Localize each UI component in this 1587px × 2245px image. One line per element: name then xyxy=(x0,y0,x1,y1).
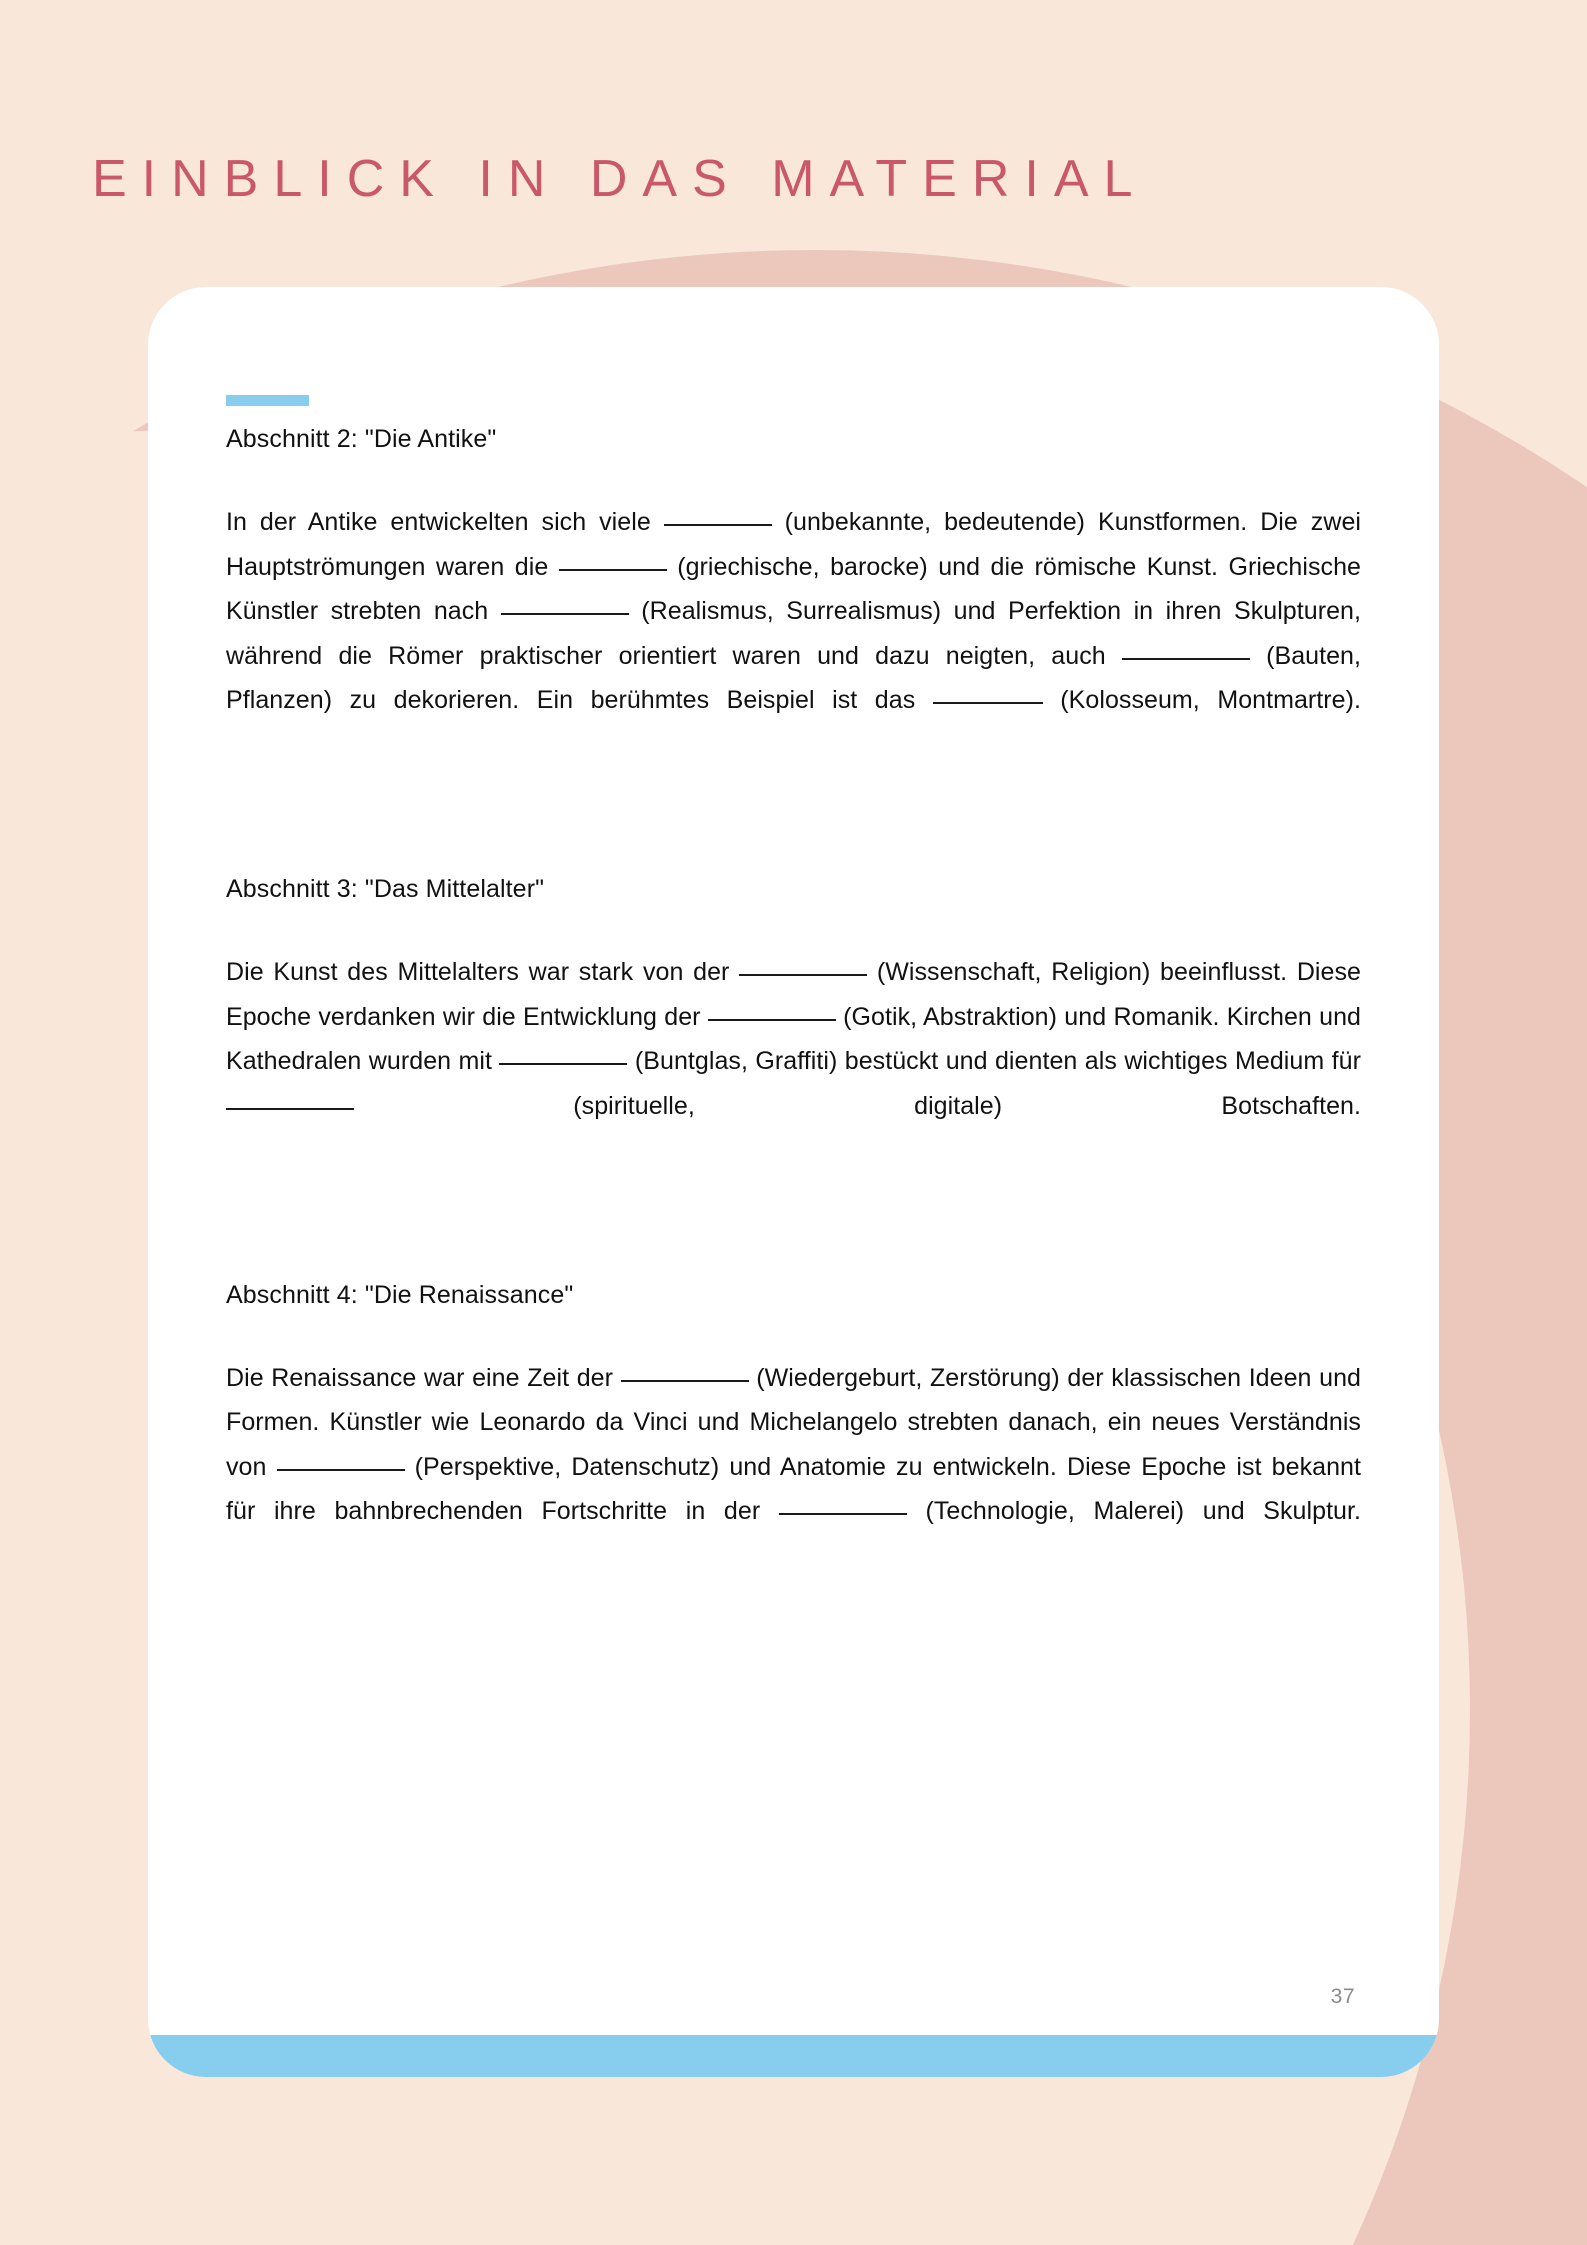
paragraph-text: (Wiedergeburt, Zerstörung) der klassischen Ideen und Formen. Künstler wie Leonardo da Vinci und Michelangelo strebten danach, ein neues Verständnis von xyxy=(226,1363,1362,1481)
fill-in-blank[interactable] xyxy=(779,1513,907,1515)
paragraph-text: (Buntglas, Graffiti) bestückt und dienten als wichtiges Medium für xyxy=(627,1047,1361,1075)
paragraph-text: (Kolosseum, Montmartre). xyxy=(1042,686,1361,714)
fill-in-blank[interactable] xyxy=(499,1063,627,1065)
section-heading: Abschnitt 4: "Die Renaissance" xyxy=(226,1280,574,1309)
section-paragraph xyxy=(226,1356,1361,1579)
section-heading: Abschnitt 3: "Das Mittelalter" xyxy=(226,875,545,903)
fill-in-blank[interactable] xyxy=(933,702,1043,704)
page-number: 37 xyxy=(1330,1985,1355,2008)
section-abschnitt-3 xyxy=(226,875,1361,1173)
fill-in-blank[interactable] xyxy=(1122,658,1250,660)
worksheet-card xyxy=(148,287,1439,2077)
section-abschnitt-4 xyxy=(226,1281,1361,1579)
fill-in-blank[interactable] xyxy=(226,1108,354,1110)
paragraph-text: (Wissenschaft, Religion) beeinflusst. Diese Epoche verdanken wir die Entwicklung der xyxy=(226,958,1361,1031)
paragraph-text: (griechische, barocke) und die römische Kunst. Griechische Künstler strebten nach xyxy=(226,552,1361,625)
accent-bar-icon xyxy=(226,395,309,406)
fill-in-blank[interactable] xyxy=(664,524,772,526)
paragraph-text: In der Antike entwickelten sich viele xyxy=(226,508,664,536)
fill-in-blank[interactable] xyxy=(277,1469,405,1471)
section-paragraph xyxy=(226,500,1361,767)
paragraph-text: (Realismus, Surrealismus) und Perfektion in ihren Skulpturen, während die Römer praktischer orientiert waren und dazu neigten, auch xyxy=(226,597,1361,670)
fill-in-blank[interactable] xyxy=(559,569,667,571)
fill-in-blank[interactable] xyxy=(708,1019,836,1021)
paragraph-text: (unbekannte, bedeutende) Kunstformen. Die zwei Hauptströmungen waren die xyxy=(226,508,1361,581)
footer-bar xyxy=(148,2035,1439,2077)
paragraph-text: (Bauten, Pflanzen) zu dekorieren. Ein berühmtes Beispiel ist das xyxy=(226,641,1362,714)
paragraph-text: (Technologie, Malerei) und Skulptur. xyxy=(906,1497,1362,1525)
section-paragraph xyxy=(226,950,1361,1173)
section-abschnitt-2 xyxy=(226,395,1361,767)
fill-in-blank[interactable] xyxy=(501,613,629,615)
paragraph-text: (spirituelle, digitale) Botschaften. xyxy=(354,1091,1361,1120)
section-heading: Abschnitt 2: "Die Antike" xyxy=(226,425,497,453)
paragraph-text: Die Kunst des Mittelalters war stark von der xyxy=(226,958,740,986)
page-title: EINBLICK IN DAS MATERIAL xyxy=(92,149,1148,208)
paragraph-text: (Gotik, Abstraktion) und Romanik. Kirchen und Kathedralen wurden mit xyxy=(226,1002,1361,1075)
fill-in-blank[interactable] xyxy=(621,1380,749,1382)
worksheet-content xyxy=(226,395,1361,1578)
fill-in-blank[interactable] xyxy=(739,974,867,976)
paragraph-text: Die Renaissance war eine Zeit der xyxy=(226,1363,621,1392)
paragraph-text: (Perspektive, Datenschutz) und Anatomie zu entwickeln. Diese Epoche ist bekannt für ihre bahnbrechenden Fortschritte in der xyxy=(226,1452,1361,1525)
